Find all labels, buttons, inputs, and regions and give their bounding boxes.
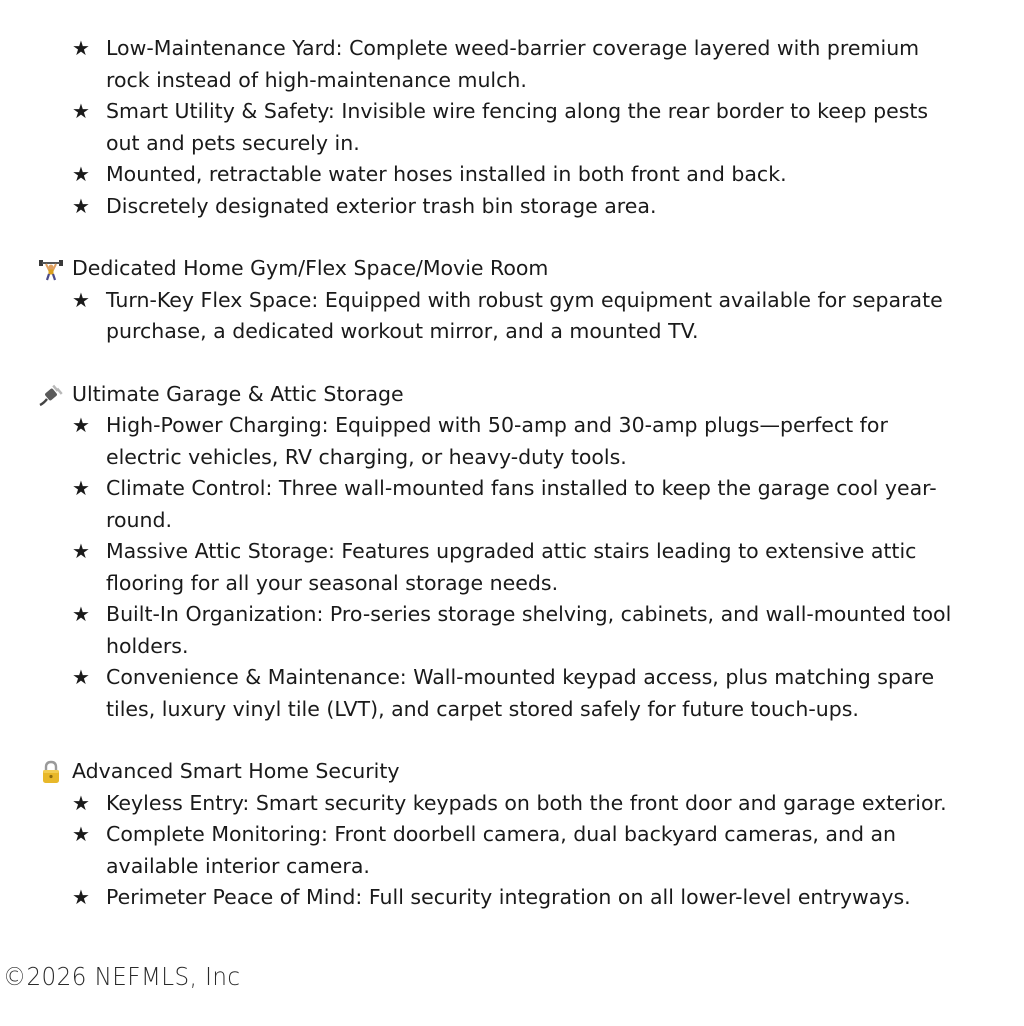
- bullet-text: Massive Attic Storage: Features upgraded attic stairs leading to extensive attic flooring for all your seasonal storage needs.: [106, 539, 917, 595]
- padlock-icon: [38, 760, 64, 784]
- list-item: [0, 788, 1024, 820]
- section-garage-attic: [0, 379, 1024, 726]
- list-item: [0, 536, 1024, 599]
- weightlifter-icon: [38, 257, 64, 281]
- list-item: [0, 473, 1024, 536]
- star-icon: ★: [72, 539, 90, 563]
- bullet-text: Perimeter Peace of Mind: Full security integration on all lower-level entryways.: [106, 885, 911, 909]
- section-heading-text: Ultimate Garage & Attic Storage: [72, 381, 404, 406]
- bullet-text: Keyless Entry: Smart security keypads on both the front door and garage exterior.: [106, 790, 947, 815]
- bullet-text: Low-Maintenance Yard: Complete weed-barrier coverage layered with premium rock instead of high-maintenance mulch.: [106, 36, 920, 92]
- list-item: [0, 662, 1024, 725]
- bullet-list: [0, 33, 1024, 222]
- star-icon: ★: [72, 885, 90, 909]
- star-icon: ★: [72, 413, 90, 437]
- star-icon: ★: [72, 99, 90, 123]
- list-item: [0, 96, 1024, 159]
- star-icon: ★: [72, 476, 90, 500]
- section-heading-text: Advanced Smart Home Security: [72, 759, 400, 783]
- star-icon: ★: [72, 193, 90, 218]
- list-item: [0, 819, 1024, 882]
- bullet-list: [0, 285, 1024, 348]
- section-heading: [0, 379, 1024, 411]
- bullet-list: [0, 410, 1024, 725]
- list-item: [0, 410, 1024, 473]
- star-icon: ★: [72, 287, 90, 312]
- section-home-gym: [0, 253, 1024, 348]
- bullet-text: Smart Utility & Safety: Invisible wire fencing along the rear border to keep pests out and pets securely in.: [106, 99, 929, 155]
- list-item: [0, 882, 1024, 914]
- list-item: [0, 33, 1024, 96]
- bullet-text: Turn-Key Flex Space: Equipped with robust gym equipment available for separate purchase, a dedicated workout mirror, and a mounted TV.: [106, 287, 943, 343]
- list-item: [0, 599, 1024, 662]
- bullet-text: Convenience & Maintenance: Wall-mounted keypad access, plus matching spare tiles, luxury vinyl tile (LVT), and carpet stored safely for future touch-ups.: [106, 665, 935, 721]
- bullet-text: Mounted, retractable water hoses installed in both front and back.: [106, 162, 787, 186]
- bullet-text: Discretely designated exterior trash bin storage area.: [106, 193, 657, 218]
- electric-plug-icon: [38, 383, 64, 407]
- star-icon: ★: [72, 665, 90, 689]
- bullet-text: Complete Monitoring: Front doorbell camera, dual backyard cameras, and an available interior camera.: [106, 822, 897, 878]
- star-icon: ★: [72, 822, 90, 846]
- section-security: [0, 756, 1024, 914]
- list-item: [0, 191, 1024, 223]
- copyright-watermark: ©2026 NEFMLS, Inc: [3, 962, 241, 991]
- section-heading: [0, 253, 1024, 285]
- section-heading-text: Dedicated Home Gym/Flex Space/Movie Room: [72, 256, 549, 280]
- document-body: [0, 33, 1024, 945]
- bullet-text: Built-In Organization: Pro-series storage shelving, cabinets, and wall-mounted tool holders.: [106, 602, 952, 658]
- bullet-text: High-Power Charging: Equipped with 50-amp and 30-amp plugs—perfect for electric vehicles, RV charging, or heavy-duty tools.: [106, 413, 888, 469]
- star-icon: ★: [72, 36, 90, 60]
- list-item: [0, 159, 1024, 191]
- list-item: [0, 285, 1024, 348]
- bullet-text: Climate Control: Three wall-mounted fans installed to keep the garage cool year-round.: [106, 476, 937, 532]
- star-icon: ★: [72, 162, 90, 186]
- section-heading: [0, 756, 1024, 788]
- star-icon: ★: [72, 790, 90, 815]
- bullet-list: [0, 788, 1024, 914]
- section-yard: [0, 33, 1024, 222]
- star-icon: ★: [72, 602, 90, 626]
